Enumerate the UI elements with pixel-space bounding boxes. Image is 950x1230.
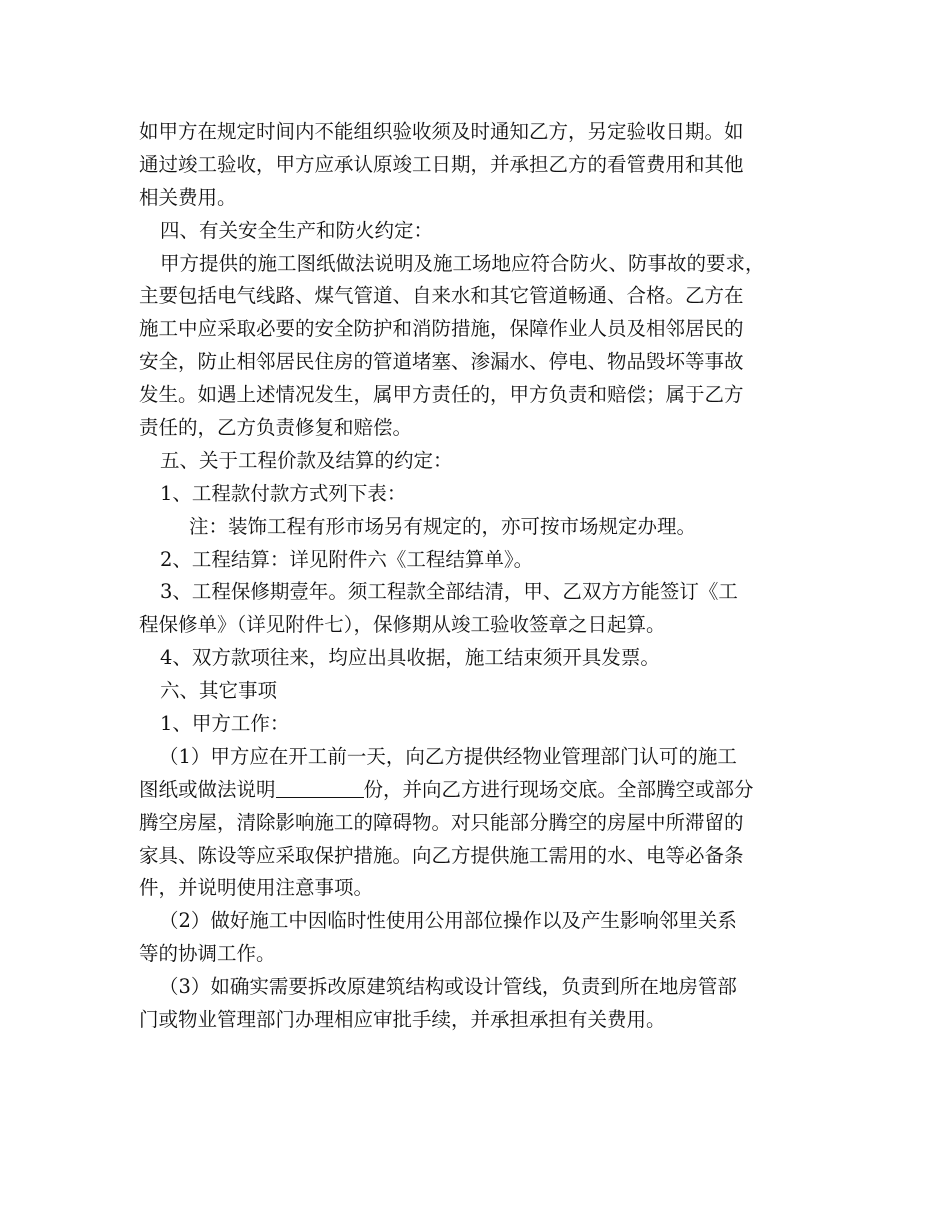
text-line: 责任的，乙方负责修复和赔偿。: [139, 416, 413, 440]
text-line: 4、双方款项往来，均应出具收据，施工结束须开具发票。: [160, 646, 660, 670]
text-line: 门或物业管理部门办理相应审批手续，并承担承担有关费用。: [139, 1008, 666, 1032]
text-line: 如甲方在规定时间内不能组织验收须及时通知乙方，另定验收日期。如: [139, 120, 744, 143]
text-line: 等的协调工作。: [139, 942, 276, 966]
text-line-with-blank: [139, 774, 829, 807]
text-line: 安全，防止相邻居民住房的管道堵塞、渗漏水、停电、物品毁坏等事故: [139, 350, 744, 374]
text-line: 腾空房屋，清除影响施工的障碍物。对只能部分腾空的房屋中所滞留的: [139, 810, 744, 834]
text-line: 3、工程保修期壹年。须工程款全部结清，甲、乙双方方能签订《工: [160, 580, 738, 604]
text-line: 件，并说明使用注意事项。: [139, 876, 374, 900]
text-after-blank: 份，并向乙方进行现场交底。全部腾空或部分: [363, 777, 754, 801]
text-line: 甲方提供的施工图纸做法说明及施工场地应符合防火、防事故的要求，: [160, 251, 765, 275]
section-heading: 六、其它事项: [160, 679, 278, 703]
section-heading: 四、有关安全生产和防火约定：: [160, 218, 434, 242]
text-line: 通过竣工验收，甲方应承认原竣工日期，并承担乙方的看管费用和其他: [139, 152, 744, 176]
text-line: （3）如确实需要拆改原建筑结构或设计管线，负责到所在地房管部: [159, 975, 737, 999]
text-line: 1、甲方工作：: [160, 712, 290, 736]
note-line: 注：装饰工程有形市场另有规定的，亦可按市场规定办理。: [189, 514, 697, 538]
text-line: （1）甲方应在开工前一天，向乙方提供经物业管理部门认可的施工: [159, 744, 737, 768]
text-line: 程保修单》（详见附件七），保修期从竣工验收签章之日起算。: [139, 613, 666, 637]
text-line: 主要包括电气线路、煤气管道、自来水和其它管道畅通、合格。乙方在: [139, 284, 744, 308]
text-line: 2、工程结算：详见附件六《工程结算单》。: [160, 547, 534, 571]
text-before-blank: 图纸或做法说明: [139, 777, 276, 801]
section-heading: 五、关于工程价款及结算的约定：: [160, 448, 453, 472]
text-line: 相关费用。: [139, 185, 237, 209]
text-line: 1、工程款付款方式列下表：: [160, 481, 407, 505]
document-body: [139, 116, 829, 1037]
text-line: 发生。如遇上述情况发生，属甲方责任的，甲方负责和赔偿；属于乙方: [139, 383, 744, 407]
text-line: 家具、陈设等应采取保护措施。向乙方提供施工需用的水、电等必备条: [139, 843, 744, 867]
fill-in-blank: [276, 779, 364, 798]
text-line: （2）做好施工中因临时性使用公用部位操作以及产生影响邻里关系: [159, 909, 737, 933]
text-line: 施工中应采取必要的安全防护和消防措施，保障作业人员及相邻居民的: [139, 317, 744, 341]
